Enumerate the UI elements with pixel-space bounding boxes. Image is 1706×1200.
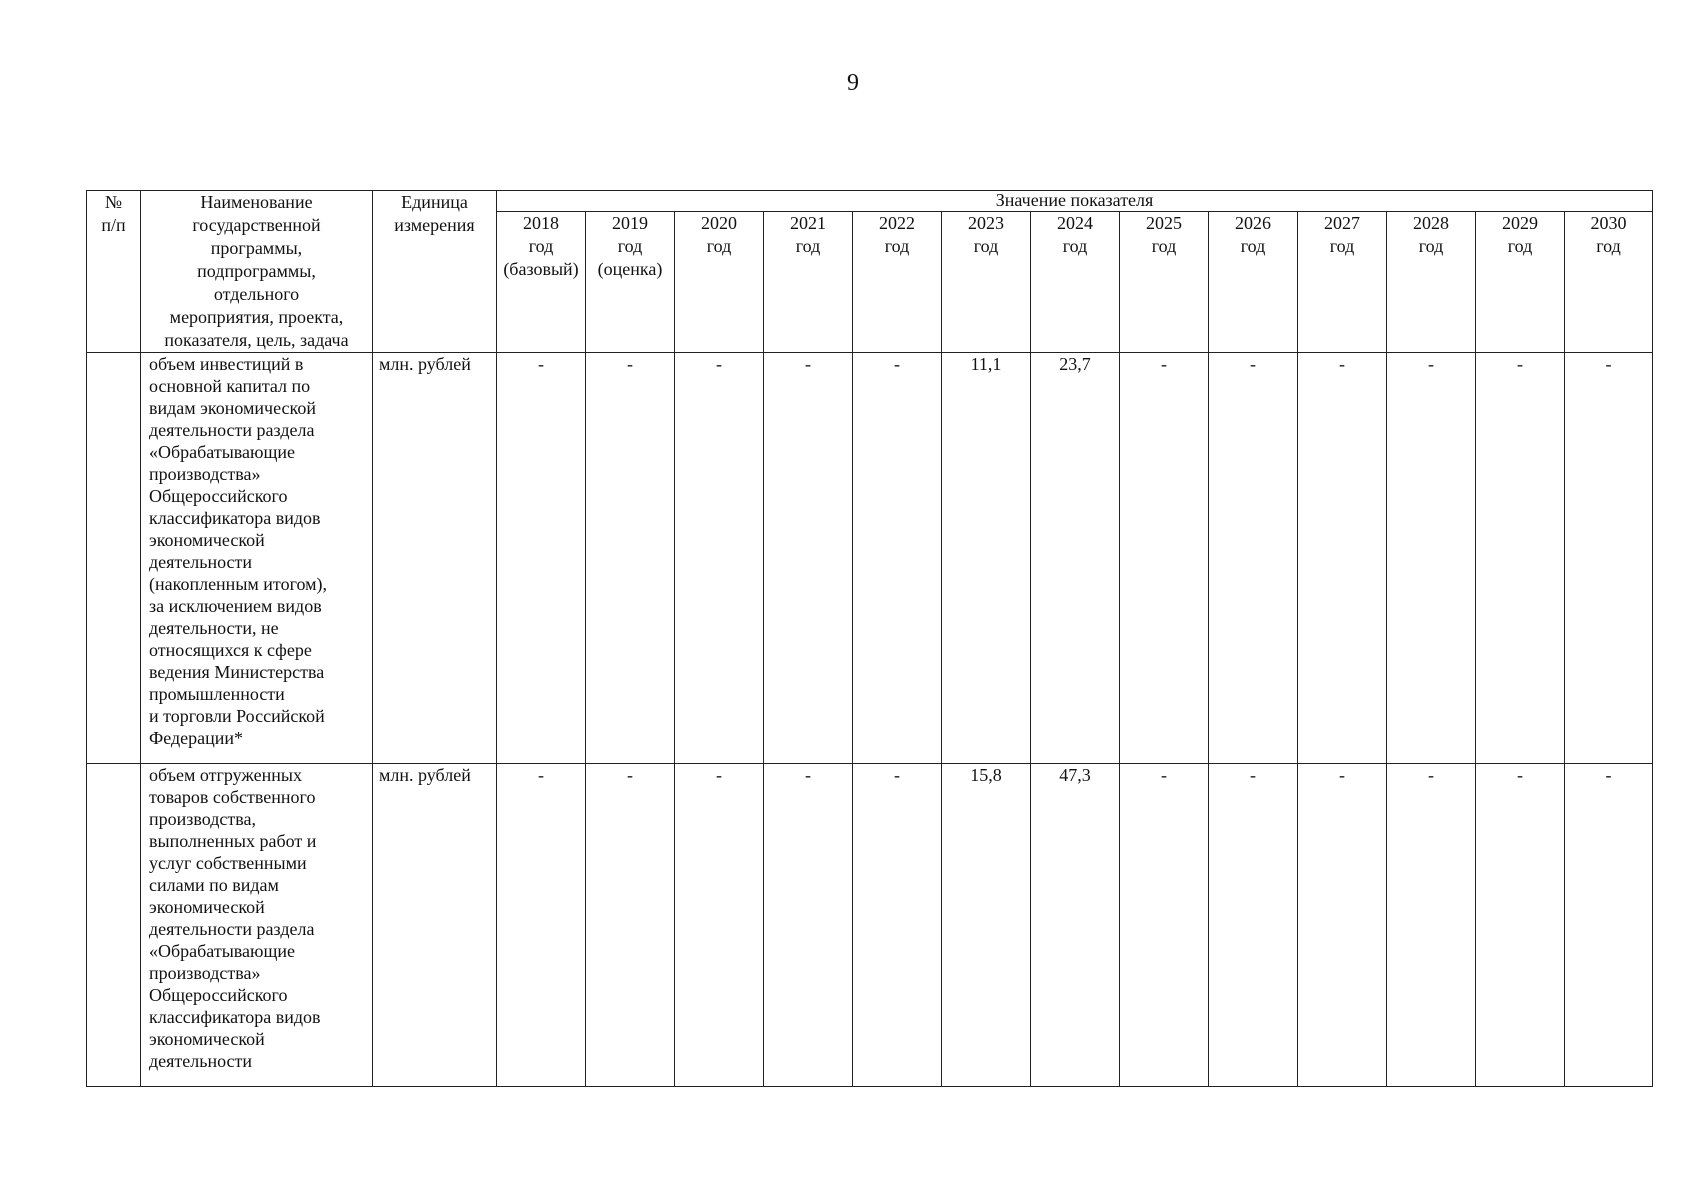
value-cell: 47,3 — [1031, 764, 1120, 1087]
header-name-line: подпрограммы, — [197, 261, 316, 281]
indicator-name-line: относящихся к сфере — [149, 640, 312, 660]
header-year-line: 2029 — [1502, 213, 1538, 233]
header-year-line: (базовый) — [503, 259, 579, 279]
indicator-name-line: Федерации* — [149, 728, 244, 748]
header-num — [87, 191, 141, 353]
value-cell: - — [853, 764, 942, 1087]
indicator-name-line: деятельности раздела — [149, 420, 315, 440]
indicator-name-line: видам экономической — [149, 398, 316, 418]
indicator-name-line: «Обрабатывающие — [149, 941, 295, 961]
header-year-line: 2028 — [1413, 213, 1449, 233]
indicator-name-line: Общероссийского — [149, 486, 288, 506]
value-cell: - — [1476, 353, 1565, 764]
header-values-group: Значение показателя — [497, 191, 1653, 212]
value-cell: - — [586, 764, 675, 1087]
header-year-line: год — [1062, 236, 1088, 256]
header-year-line: год — [1240, 236, 1266, 256]
indicator-name-cell — [141, 764, 373, 1087]
header-year-2029 — [1476, 212, 1565, 353]
header-year-line: 2024 — [1057, 213, 1093, 233]
indicator-name-line: деятельности раздела — [149, 919, 315, 939]
table-row — [87, 764, 1653, 1087]
indicator-name-line: производства» — [149, 464, 261, 484]
value-cell: - — [497, 764, 586, 1087]
value-cell: - — [1476, 764, 1565, 1087]
header-year-2027 — [1298, 212, 1387, 353]
header-name-line: программы, — [210, 238, 303, 258]
value-cell: - — [1120, 764, 1209, 1087]
value-cell: - — [1565, 764, 1653, 1087]
value-cell: - — [1387, 764, 1476, 1087]
indicator-name-line: ведения Министерства — [149, 662, 325, 682]
table-header — [87, 191, 1653, 353]
page-number: 9 — [847, 70, 859, 96]
header-year-line: год — [528, 236, 554, 256]
header-year-line: 2023 — [968, 213, 1004, 233]
header-year-line: год — [1507, 236, 1533, 256]
indicator-name-line: и торговли Российской — [149, 706, 325, 726]
header-unit-line: измерения — [394, 215, 475, 235]
indicator-name-line: деятельности, не — [149, 618, 279, 638]
row-number-cell — [87, 764, 141, 1087]
indicator-name-line: классификатора видов — [149, 1007, 321, 1027]
header-num-line: п/п — [101, 215, 126, 235]
header-year-line: год — [884, 236, 910, 256]
header-year-2028 — [1387, 212, 1476, 353]
indicator-name-line: основной капитал по — [149, 376, 311, 396]
header-year-line: 2022 — [879, 213, 915, 233]
header-year-2020 — [675, 212, 764, 353]
value-cell: - — [675, 764, 764, 1087]
header-year-2023 — [942, 212, 1031, 353]
value-cell: - — [1209, 353, 1298, 764]
value-cell: - — [497, 353, 586, 764]
value-cell: - — [764, 353, 853, 764]
indicator-name-line: производства» — [149, 963, 261, 983]
header-year-line: год — [617, 236, 643, 256]
header-year-2024 — [1031, 212, 1120, 353]
header-year-line: 2021 — [790, 213, 826, 233]
header-year-line: год — [706, 236, 732, 256]
indicator-name-line: «Обрабатывающие — [149, 442, 295, 462]
header-year-line: год — [1596, 236, 1621, 256]
value-cell: - — [853, 353, 942, 764]
indicator-name-line: экономической — [149, 1029, 265, 1049]
header-year-line: 2018 — [523, 213, 559, 233]
header-unit-line: Единица — [401, 192, 468, 212]
value-cell: - — [586, 353, 675, 764]
indicator-name-line: промышленности — [149, 684, 285, 704]
header-name-line: государственной — [192, 215, 321, 235]
header-year-2021 — [764, 212, 853, 353]
value-cell: - — [1120, 353, 1209, 764]
header-year-line: 2026 — [1235, 213, 1271, 233]
value-cell: - — [1298, 353, 1387, 764]
indicator-name-line: (накопленным итогом), — [149, 574, 328, 594]
value-cell: - — [1209, 764, 1298, 1087]
header-year-2022 — [853, 212, 942, 353]
header-num-line: № — [104, 192, 123, 212]
header-year-2030 — [1565, 212, 1653, 353]
indicator-name-line: деятельности — [149, 552, 253, 572]
value-cell: - — [675, 353, 764, 764]
indicator-name-line: товаров собственного — [149, 787, 316, 807]
indicator-name-line: экономической — [149, 897, 265, 917]
table-row — [87, 353, 1653, 764]
header-unit — [373, 191, 497, 353]
header-name-line: мероприятия, проекта, — [169, 307, 344, 327]
unit-cell: млн. рублей — [373, 764, 497, 1087]
header-year-line: год — [1329, 236, 1355, 256]
indicator-name-line: объем отгруженных — [149, 765, 302, 785]
header-year-2018 — [497, 212, 586, 353]
value-cell: 23,7 — [1031, 353, 1120, 764]
value-cell: 15,8 — [942, 764, 1031, 1087]
row-number-cell — [87, 353, 141, 764]
header-year-line: 2027 — [1324, 213, 1360, 233]
header-name — [141, 191, 373, 353]
header-year-line: 2020 — [701, 213, 737, 233]
header-year-line: год — [795, 236, 821, 256]
header-year-line: 2019 — [612, 213, 648, 233]
value-cell: - — [1565, 353, 1653, 764]
header-year-2026 — [1209, 212, 1298, 353]
header-year-line: год — [1418, 236, 1444, 256]
header-year-2019 — [586, 212, 675, 353]
indicator-name-line: выполненных работ и — [149, 831, 317, 851]
header-year-line: год — [1151, 236, 1177, 256]
value-cell: - — [764, 764, 853, 1087]
header-year-line: (оценка) — [597, 259, 663, 279]
indicator-name-cell — [141, 353, 373, 764]
indicator-name-line: услуг собственными — [149, 853, 307, 873]
header-name-line: отдельного — [213, 284, 300, 304]
indicator-name-line: экономической — [149, 530, 265, 550]
value-cell: 11,1 — [942, 353, 1031, 764]
table-body — [87, 353, 1653, 1087]
indicator-name-line: деятельности — [149, 1051, 253, 1071]
header-name-line: Наименование — [200, 192, 313, 212]
header-year-line: 2030 — [1590, 213, 1627, 233]
indicator-name-line: силами по видам — [149, 875, 279, 895]
header-year-line: год — [973, 236, 999, 256]
value-cell: - — [1298, 764, 1387, 1087]
header-year-2025 — [1120, 212, 1209, 353]
unit-cell: млн. рублей — [373, 353, 497, 764]
indicator-name-line: классификатора видов — [149, 508, 321, 528]
header-name-line: показателя, цель, задача — [164, 330, 349, 350]
indicator-name-line: за исключением видов — [149, 596, 322, 616]
indicator-name-line: Общероссийского — [149, 985, 288, 1005]
indicator-name-line: производства, — [149, 809, 256, 829]
header-year-line: 2025 — [1146, 213, 1182, 233]
value-cell: - — [1387, 353, 1476, 764]
indicator-name-line: объем инвестиций в — [149, 354, 304, 374]
indicator-table — [86, 190, 1653, 1087]
